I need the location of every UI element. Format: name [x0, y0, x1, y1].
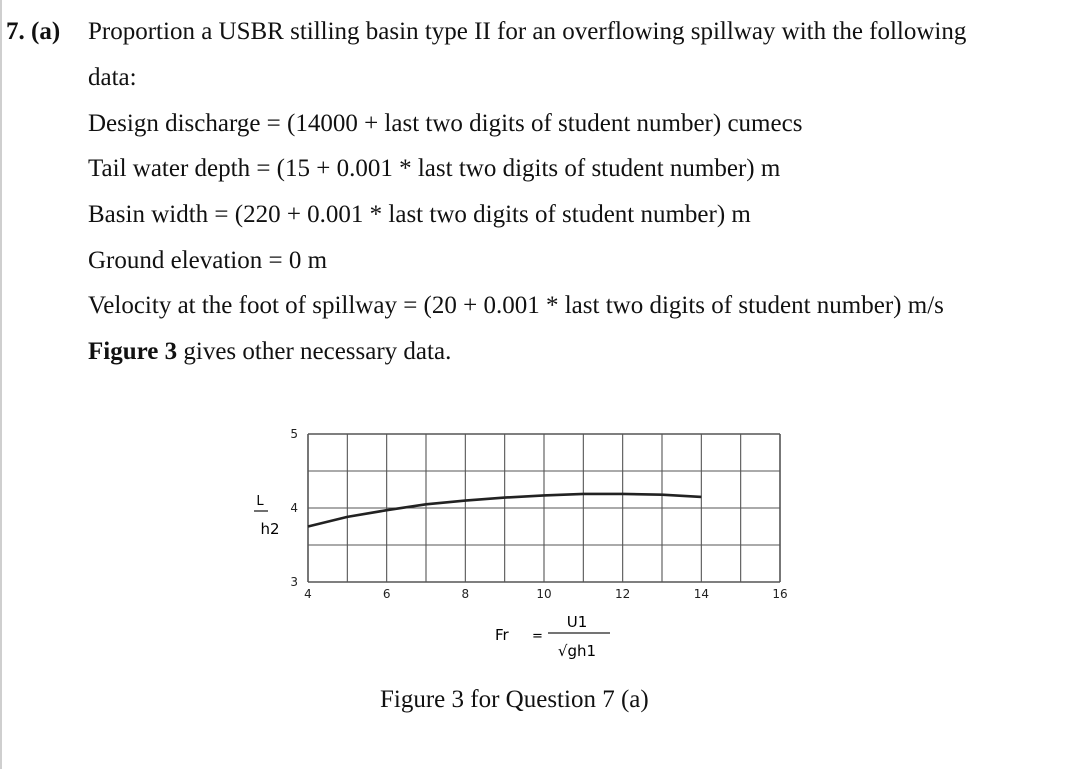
figure-reference-rest: gives other necessary data.: [177, 338, 452, 365]
x-tick-label: 4: [304, 587, 312, 601]
x-label-prefix: Fr: [495, 626, 509, 644]
ground-elevation-line: Ground elevation = 0 m: [88, 247, 328, 274]
x-label-equals: =: [532, 629, 543, 644]
chart-grid: [308, 434, 780, 582]
x-tick-label: 12: [615, 587, 631, 601]
figure-reference-line: [88, 338, 451, 366]
velocity-line: Velocity at the foot of spillway = (20 + 0.001 * last two digits of student number) m/s: [88, 292, 944, 319]
x-label-numerator: U1: [566, 613, 588, 631]
x-tick-label: 16: [772, 587, 788, 601]
y-label-numerator: L: [256, 494, 264, 509]
question-line-1: Proportion a USBR stilling basin type II for an overflowing spillway with the following: [88, 18, 967, 45]
question-line-2: data:: [88, 64, 137, 91]
figure-caption: Figure 3 for Question 7 (a): [380, 686, 649, 713]
basin-width-line: Basin width = (220 + 0.001 * last two digits of student number) m: [88, 201, 751, 228]
figure-3-chart: [240, 420, 800, 670]
x-tick-label: 8: [461, 587, 470, 601]
x-tick-label: 10: [536, 587, 552, 601]
question-number: 7. (a): [6, 18, 61, 45]
x-label-denominator: √gh1: [557, 642, 597, 660]
y-tick-label: 3: [290, 575, 298, 589]
y-tick-label: 4: [290, 501, 298, 515]
y-tick-label: 5: [290, 427, 298, 441]
figure-3: [240, 420, 800, 670]
design-discharge-line: Design discharge = (14000 + last two digits of student number) cumecs: [88, 110, 803, 137]
y-label-denominator: h2: [260, 520, 280, 538]
figure-reference-bold: Figure 3: [88, 338, 178, 365]
left-border: [0, 0, 2, 769]
tail-water-depth-line: Tail water depth = (15 + 0.001 * last two digits of student number) m: [88, 155, 781, 182]
x-tick-label: 14: [693, 587, 709, 601]
x-tick-label: 6: [382, 587, 391, 601]
